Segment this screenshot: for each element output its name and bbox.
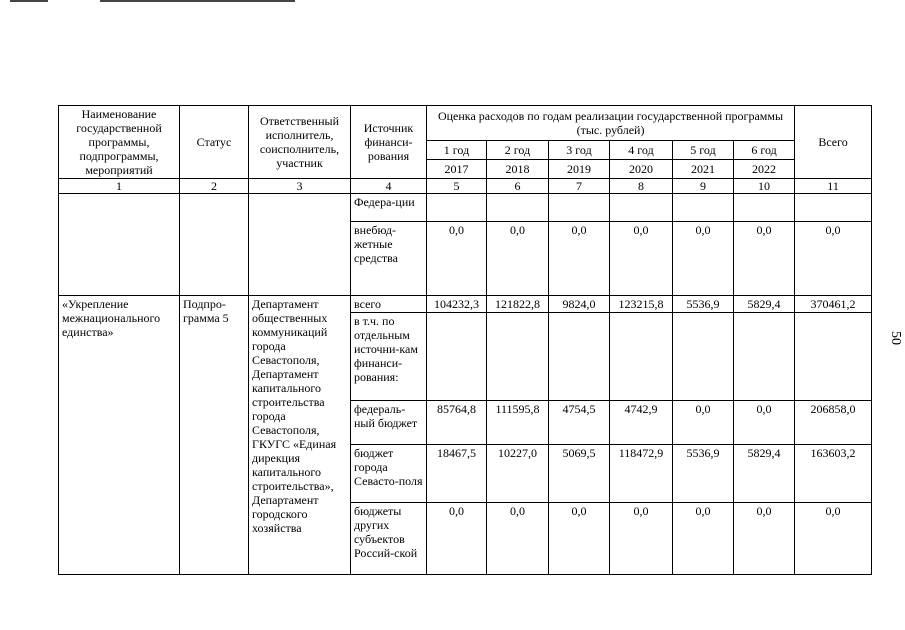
value-cell (487, 194, 549, 222)
header-source: Источник финанси-рования (351, 106, 427, 179)
column-number: 2 (180, 179, 249, 194)
table-row (59, 296, 872, 313)
year-value: 2018 (487, 159, 549, 178)
value-cell: 104232,3 (427, 296, 487, 313)
value-cell: 370461,2 (795, 296, 872, 313)
column-number: 7 (549, 179, 610, 194)
source-cell: в т.ч. по отдельным источни-кам финанси-рования: (351, 313, 427, 401)
column-number: 1 (59, 179, 180, 194)
header-name: Наименование государственной программы, подпрограммы, мероприятий (59, 106, 180, 179)
scan-artifact-line-right (100, 0, 295, 2)
value-cell (734, 313, 795, 401)
column-number: 3 (249, 179, 351, 194)
value-cell (487, 313, 549, 401)
value-cell (795, 313, 872, 401)
budget-table (58, 105, 872, 575)
column-number: 8 (610, 179, 673, 194)
value-cell: 4742,9 (610, 401, 673, 445)
column-number: 11 (795, 179, 872, 194)
year-value: 2020 (610, 159, 673, 178)
column-number: 5 (427, 179, 487, 194)
year-value: 2019 (549, 159, 610, 178)
value-cell: 5829,4 (734, 445, 795, 503)
value-cell: 5069,5 (549, 445, 610, 503)
source-cell: всего (351, 296, 427, 313)
value-cell (549, 313, 610, 401)
value-cell: 0,0 (427, 503, 487, 575)
scan-artifact-line-left (10, 0, 48, 2)
value-cell: 4754,5 (549, 401, 610, 445)
year-label: 1 год (427, 140, 487, 159)
header-total: Всего (795, 106, 872, 179)
value-cell: 0,0 (734, 401, 795, 445)
page-number: 50 (888, 331, 903, 345)
value-cell: 0,0 (610, 222, 673, 296)
value-cell: 123215,8 (610, 296, 673, 313)
year-value: 2022 (734, 159, 795, 178)
value-cell (673, 194, 734, 222)
value-cell: 0,0 (795, 503, 872, 575)
value-cell: 0,0 (549, 222, 610, 296)
year-value: 2017 (427, 159, 487, 178)
value-cell: 111595,8 (487, 401, 549, 445)
value-cell: 5536,9 (673, 445, 734, 503)
program-name-cell: «Укрепление межнационального единства» (59, 296, 180, 575)
source-cell: Федера-ции (351, 194, 427, 222)
value-cell (427, 194, 487, 222)
program-status-cell: Подпро-грамма 5 (180, 296, 249, 575)
value-cell (795, 194, 872, 222)
value-cell (610, 313, 673, 401)
value-cell: 5829,4 (734, 296, 795, 313)
empty-cell (180, 194, 249, 296)
year-label: 2 год (487, 140, 549, 159)
source-cell: федераль-ный бюджет (351, 401, 427, 445)
value-cell: 0,0 (673, 401, 734, 445)
value-cell: 5536,9 (673, 296, 734, 313)
value-cell: 0,0 (673, 222, 734, 296)
year-label: 4 год (610, 140, 673, 159)
header-responsible: Ответственный исполнитель, соисполнитель, участник (249, 106, 351, 179)
value-cell: 0,0 (427, 222, 487, 296)
value-cell (549, 194, 610, 222)
source-cell: внебюд-жетные средства (351, 222, 427, 296)
year-value: 2021 (673, 159, 734, 178)
year-label: 5 год (673, 140, 734, 159)
value-cell: 18467,5 (427, 445, 487, 503)
value-cell (734, 194, 795, 222)
value-cell: 0,0 (487, 222, 549, 296)
empty-cell (59, 194, 180, 296)
value-cell: 9824,0 (549, 296, 610, 313)
table-row (59, 194, 872, 222)
value-cell: 0,0 (610, 503, 673, 575)
value-cell: 10227,0 (487, 445, 549, 503)
value-cell (673, 313, 734, 401)
value-cell: 0,0 (795, 222, 872, 296)
empty-cell (249, 194, 351, 296)
value-cell: 0,0 (734, 222, 795, 296)
value-cell: 0,0 (487, 503, 549, 575)
value-cell: 163603,2 (795, 445, 872, 503)
year-label: 3 год (549, 140, 610, 159)
value-cell: 0,0 (549, 503, 610, 575)
value-cell: 118472,9 (610, 445, 673, 503)
value-cell (427, 313, 487, 401)
value-cell: 85764,8 (427, 401, 487, 445)
header-estimate: Оценка расходов по годам реализации государственной программы (тыс. рублей) (427, 106, 795, 141)
value-cell: 0,0 (673, 503, 734, 575)
program-responsible-cell: Департамент общественных коммуникаций города Севастополя, Департамент капитального строительства города Севастополя, ГКУГС «Единая дирекция капитального строительства», Департамент городского хозяйства (249, 296, 351, 575)
column-number: 10 (734, 179, 795, 194)
source-cell: бюджет города Севасто-поля (351, 445, 427, 503)
column-number: 9 (673, 179, 734, 194)
column-number: 6 (487, 179, 549, 194)
value-cell (610, 194, 673, 222)
value-cell: 206858,0 (795, 401, 872, 445)
header-status: Статус (180, 106, 249, 179)
year-label: 6 год (734, 140, 795, 159)
source-cell: бюджеты других субъектов Россий-ской (351, 503, 427, 575)
value-cell: 0,0 (734, 503, 795, 575)
value-cell: 121822,8 (487, 296, 549, 313)
column-number: 4 (351, 179, 427, 194)
